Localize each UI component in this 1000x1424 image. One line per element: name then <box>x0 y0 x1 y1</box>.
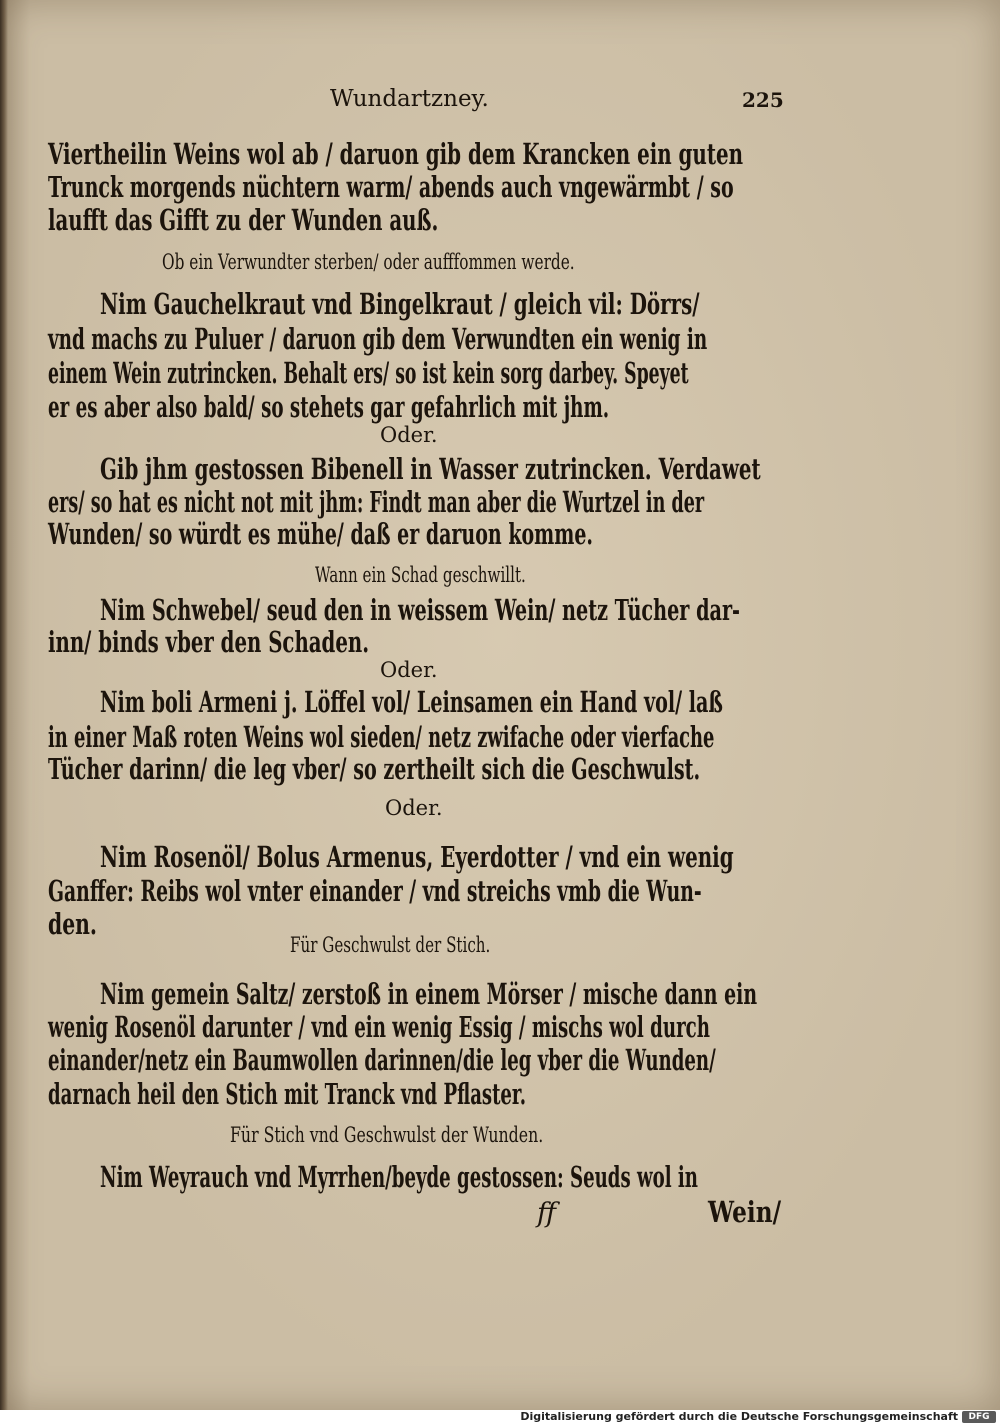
catchword: Wein/ <box>708 1195 782 1229</box>
section-heading: Oder. <box>380 423 438 447</box>
section-heading: Ob ein Verwundter sterben/ oder aufffommen werde. <box>162 250 575 274</box>
text-line: Nim Weyrauch vnd Myrrhen/beyde gestossen: Seuds wol in <box>100 1160 698 1194</box>
text-line: Nim Gauchelkraut vnd Bingelkraut / gleich vil: Dörrs/ <box>100 287 700 321</box>
text-line: Tücher darinn/ die leg vber/ so zertheilt sich die Geschwulst. <box>48 752 701 786</box>
text-line: Ganffer: Reibs wol vnter einander / vnd streichs vmb die Wun- <box>48 874 702 908</box>
section-heading: Für Stich vnd Geschwulst der Wunden. <box>230 1123 544 1147</box>
section-heading: Für Geschwulst der Stich. <box>290 933 491 957</box>
text-line: Wunden/ so würdt es mühe/ daß er daruon komme. <box>48 517 594 551</box>
text-line: wenig Rosenöl darunter / vnd ein wenig Essig / mischs wol durch <box>48 1010 710 1044</box>
text-line: Nim boli Armeni j. Löffel vol/ Leinsamen ein Hand vol/ laß <box>100 685 723 719</box>
section-heading: Oder. <box>385 796 443 820</box>
funding-credit: Digitalisierung gefördert durch die Deutsche Forschungsgemeinschaft <box>520 1410 958 1423</box>
text-line: darnach heil den Stich mit Tranck vnd Pflaster. <box>48 1077 527 1111</box>
text-line: in einer Maß roten Weins wol sieden/ netz zwifache oder vierfache <box>48 720 715 754</box>
text-line: Trunck morgends nüchtern warm/ abends auch vngewärmbt / so <box>48 170 734 204</box>
text-line: Nim Rosenöl/ Bolus Armenus, Eyerdotter / vnd ein wenig <box>100 840 734 874</box>
dfg-logo-icon: DFG <box>962 1411 996 1423</box>
signature-mark: ff <box>537 1198 557 1229</box>
text-line: Viertheilin Weins wol ab / daruon gib dem Krancken ein guten <box>48 137 744 171</box>
text-line: er es aber also bald/ so stehets gar gefahrlich mit jhm. <box>48 390 610 424</box>
text-line: Nim Schwebel/ seud den in weissem Wein/ netz Tücher dar- <box>100 593 741 627</box>
section-heading: Wann ein Schad geschwillt. <box>315 563 526 587</box>
text-line: den. <box>48 907 97 941</box>
digitization-footer <box>0 1410 1000 1424</box>
text-line: vnd machs zu Puluer / daruon gib dem Verwundten ein wenig in <box>48 322 708 356</box>
text-line: laufft das Gifft zu der Wunden auß. <box>48 203 439 237</box>
section-heading: Oder. <box>380 658 438 682</box>
text-line: einem Wein zutrincken. Behalt ers/ so ist kein sorg darbey. Speyet <box>48 356 689 390</box>
running-head: Wundartzney. <box>330 86 489 112</box>
page-number: 225 <box>742 88 784 112</box>
text-line: ers/ so hat es nicht not mit jhm: Findt man aber die Wurtzel in der <box>48 485 705 519</box>
text-line: einander/netz ein Baumwollen darinnen/die leg vber die Wunden/ <box>48 1043 716 1077</box>
text-line: Nim gemein Saltz/ zerstoß in einem Mörser / mische dann ein <box>100 977 758 1011</box>
text-line: inn/ binds vber den Schaden. <box>48 625 370 659</box>
text-line: Gib jhm gestossen Bibenell in Wasser zutrincken. Verdawet <box>100 452 761 486</box>
